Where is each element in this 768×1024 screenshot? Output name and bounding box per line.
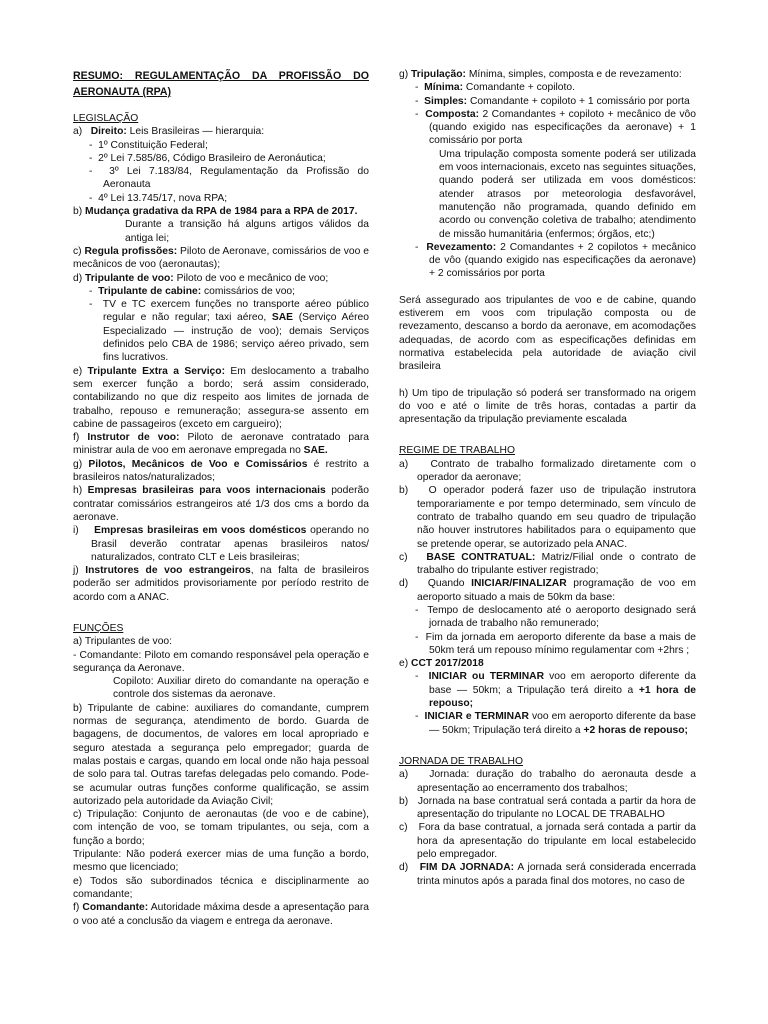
subitem-bold: SAE bbox=[271, 312, 294, 324]
tripulacao-item-h: h) Um tipo de tripulação só poderá ser transformado na origem do voo e até o limite de três horas, contadas a partir da apresentação da tripulação previamente escalada bbox=[399, 387, 696, 426]
item-prefix: d) bbox=[73, 272, 83, 284]
item-prefix: b) bbox=[399, 795, 409, 807]
legislacao-a-subitem: - 2º Lei 7.585/86, Código Brasileiro de Aeronáutica; bbox=[89, 152, 326, 164]
item-bold-label: Mudança gradativa da RPA de 1984 para a RPA de 2017. bbox=[85, 206, 358, 218]
tripulacao-revezamento: - Revezamento: 2 Comandantes + 2 copilotos + mecânico de vôo (quando exigido nas especificações da aeronave) + 2 comissários por porta bbox=[415, 241, 696, 280]
legislacao-item-c bbox=[73, 245, 369, 272]
regime-e-subitem: - INICIAR e TERMINAR voo em aeroporto diferente da base — 50km; Tripulação terá direito a +2 horas de repouso; bbox=[415, 711, 696, 736]
item-prefix: e) bbox=[73, 365, 83, 377]
subitem-bold: +2 horas de repouso; bbox=[583, 724, 688, 736]
subitem-text: 2º Lei 7.585/86, Código Brasileiro de Aeronáutica; bbox=[98, 152, 326, 164]
item-bold-label: BASE CONTRATUAL: bbox=[426, 551, 536, 563]
subitem-text: (Serviço Aéreo Especializado — instrução de voo); demais Serviços definidos pelo CBA de 1986; serviço aéreo privado, sem fins lucrativos. bbox=[103, 312, 369, 364]
item-prefix: g) bbox=[73, 458, 83, 470]
section-heading-regime: REGIME DE TRABALHO bbox=[399, 445, 515, 457]
item-text: A jornada será considerada encerrada trinta minutos após a parada final dos motores, no caso de bbox=[417, 862, 696, 887]
subitem-text: Comandante + copiloto + 1 comissário por porta bbox=[467, 95, 690, 107]
item-bold-label: Empresas brasileiras para voos internacionais bbox=[87, 485, 326, 497]
right-column bbox=[399, 68, 696, 888]
subitem-text: TV e TC exercem funções no transporte aéreo público regular e não regular; taxi aéreo, bbox=[102, 299, 369, 324]
item-bold-label: Direito: bbox=[90, 126, 127, 138]
item-prefix: e) bbox=[399, 658, 409, 670]
subitem-text: 3º Lei 7.183/84, Regulamentação da Profissão do Aeronauta bbox=[103, 166, 369, 191]
section-heading-jornada: JORNADA DE TRABALHO bbox=[399, 755, 523, 767]
subitem-bold: INICIAR ou TERMINAR bbox=[428, 671, 545, 683]
left-column bbox=[73, 68, 369, 928]
subitem-text: 2 Comandantes + copiloto + mecânico de vôo (quando exigido nas especificações da aeronave) + 1 comissário por porta bbox=[429, 108, 696, 147]
item-bold-label: Instrutores de voo estrangeiros bbox=[85, 565, 251, 577]
item-prefix: j) bbox=[73, 565, 79, 577]
funcoes-tripulante: Tripulante: Não poderá exercer mias de uma função a bordo, mesmo que licenciado; bbox=[73, 849, 369, 874]
regime-d-subitem: - Tempo de deslocamento até o aeroporto designado será jornada de trabalho não remunerado; bbox=[415, 604, 697, 630]
funcoes-item-f bbox=[73, 901, 369, 928]
jornada-item-b bbox=[399, 795, 696, 822]
item-text: Jornada: duração do trabalho do aeronauta desde a apresentação ao encerramento dos trabalhos; bbox=[417, 769, 696, 794]
subitem-text: Comandante + copiloto. bbox=[463, 82, 575, 94]
document-title-line-1: RESUMO: REGULAMENTAÇÃO DA PROFISSÃO DO bbox=[73, 70, 369, 82]
item-bold-label: Empresas brasileiras em voos domésticos bbox=[94, 525, 307, 537]
legislacao-d-subitem: - TV e TC exercem funções no transporte aéreo público regular e não regular; taxi aéreo, SAE (Serviço Aéreo Especializado — instrução de voo); demais Serviços definidos pelo CBA de 1986; serviço aéreo privado, sem fins lucrativos. bbox=[89, 299, 369, 364]
regime-item-a bbox=[399, 458, 696, 485]
funcoes-item-e: e) Todos são subordinados técnica e disciplinarmente ao comandante; bbox=[73, 875, 369, 900]
item-prefix: c) bbox=[399, 822, 408, 834]
jornada-item-d bbox=[399, 861, 696, 888]
item-text: Jornada na base contratual será contada a partir da hora de apresentação do tripulante no LOCAL DE TRABALHO bbox=[417, 795, 696, 821]
regime-item-e bbox=[399, 657, 696, 670]
item-prefix: h) bbox=[73, 485, 83, 497]
item-bold-label: Pilotos, Mecânicos de Voo e Comissários bbox=[88, 458, 308, 470]
item-text: Matriz/Filial onde o contrato de trabalho do tripulante estiver registrado; bbox=[417, 551, 696, 577]
item-prefix: a) bbox=[399, 458, 409, 470]
tripulacao-composta-note: Uma tripulação composta somente poderá ser utilizada em voos internacionais, exceto nas seguintes situações, quando poderá ser utilizada em voos domésticos: atender atrasos por meteorologia desfavorável, manutenção não programada, quando definido em acordo ou convenção coletiva de trabalho; atendimento de missão humanitária (enfermos; órgãos, etc;) bbox=[439, 148, 696, 240]
funcoes-item-b: b) Tripulante de cabine: auxiliares do comandante, cumprem normas de segurança, atendimento de bordo. Guarda de bagagens, de documentos, de valores em local apropriado e seguro atestada a segurança pelo empregador; guarda de malas postais e cargas, quando em local onde não haja pessoal de solo para tal. Outras tarefas delegadas pelo comando. Pode-se acumular outras funções conforme qualificação, se assim autorizado pela autoridade da Aviação Civil; bbox=[73, 702, 369, 807]
tripulacao-minima: - Mínima: Comandante + copiloto. bbox=[415, 82, 575, 94]
item-text: Em deslocamento a trabalho sem exercer função a bordo; será assim considerado, contabilizando no que diz respeito aos limites de jornada de trabalho, repouso e remuneração; assegura-se assento em cabine de passageiros (exceto em cargueiro); bbox=[73, 365, 369, 430]
subitem-bold: Simples: bbox=[424, 95, 468, 107]
legislacao-item-i bbox=[73, 524, 369, 564]
item-bold-label: Instrutor de voo: bbox=[87, 432, 180, 444]
subitem-text: voo em aeroporto diferente da base — 50km; a Tripulação terá direito a bbox=[429, 671, 696, 696]
item-text: Leis Brasileiras — hierarquia: bbox=[126, 126, 265, 138]
item-text: Contrato de trabalho formalizado diretamente com o operador da aeronave; bbox=[417, 458, 696, 484]
funcoes-item-a2: Copiloto: Auxiliar direto do comandante na operação e controle dos sistemas da aeronave. bbox=[113, 676, 369, 701]
item-prefix: a) bbox=[73, 126, 83, 138]
item-text: programação de voo em aeroporto situado a mais de 50km da base: bbox=[417, 578, 696, 603]
item-bold-label: Comandante: bbox=[82, 902, 149, 914]
item-prefix: d) bbox=[399, 862, 409, 874]
document-title-line-2: AERONAUTA (RPA) bbox=[73, 86, 172, 98]
item-text: operando no Brasil deverão contratar apenas brasileiros natos/ naturalizados, contrato CLT e Leis brasileiras; bbox=[91, 525, 369, 563]
item-bold-label: Tripulante de voo: bbox=[85, 272, 174, 284]
subitem-text: voo em aeroporto diferente da base — 50km; Tripulação terá direito a bbox=[429, 711, 696, 736]
subitem-text: 4º Lei 13.745/17, nova RPA; bbox=[98, 192, 228, 204]
subitem-bold: Mínima: bbox=[424, 82, 464, 94]
legislacao-item-d bbox=[73, 272, 369, 285]
item-bold-label: Tripulação: bbox=[411, 69, 466, 80]
subitem-text: 2 Comandantes + 2 copilotos + mecânico de vôo (quando exigido nas especificações da aeronave) + 2 comissários por porta bbox=[429, 241, 696, 280]
legislacao-a-subitem: - 1º Constituição Federal; bbox=[89, 139, 208, 151]
item-prefix: f) bbox=[73, 432, 80, 444]
item-text: Mínima, simples, composta e de revezamento: bbox=[465, 69, 682, 80]
jornada-item-c bbox=[399, 821, 696, 861]
item-prefix: i) bbox=[73, 525, 79, 537]
item-bold-label: Regula profissões: bbox=[84, 245, 178, 257]
subitem-text: Tempo de deslocamento até o aeroporto designado será jornada de trabalho não remunerado; bbox=[427, 604, 697, 630]
tripulacao-simples: - Simples: Comandante + copiloto + 1 comissário por porta bbox=[415, 95, 690, 107]
spacer bbox=[399, 281, 696, 294]
legislacao-item-h bbox=[73, 484, 369, 524]
item-text: Piloto de Aeronave, comissários de voo e mecânicos de voo (aeronautas); bbox=[73, 245, 369, 271]
tripulacao-composta: - Composta: 2 Comandantes + copiloto + mecânico de vôo (quando exigido nas especificações da aeronave) + 1 comissário por porta bbox=[415, 108, 696, 147]
subitem-text: comissários de voo; bbox=[201, 285, 296, 297]
item-text: , na falta de brasileiros poderão ser admitidos provisoriamente por período restrito de acordo com a ANAC. bbox=[73, 565, 369, 603]
legislacao-item-g bbox=[73, 458, 369, 485]
tripulacao-intro bbox=[399, 68, 696, 81]
item-bold-label: Tripulante Extra a Serviço: bbox=[87, 365, 225, 377]
item-bold-label: SAE. bbox=[303, 445, 328, 457]
subitem-bold: Revezamento: bbox=[426, 241, 497, 253]
item-prefix: g) bbox=[399, 69, 409, 80]
item-prefix: b) bbox=[73, 206, 83, 218]
subitem-bold: +1 hora de repouso; bbox=[429, 684, 696, 710]
item-prefix: b) bbox=[399, 485, 409, 497]
subitem-text: 1º Constituição Federal; bbox=[98, 139, 208, 151]
item-bold-label: CCT 2017/2018 bbox=[411, 658, 484, 670]
item-prefix: c) bbox=[399, 551, 408, 563]
item-text: Piloto de aeronave contratado para ministrar aula de voo em aeronave empregada no bbox=[73, 432, 369, 457]
regime-e-subitem: - INICIAR ou TERMINAR voo em aeroporto diferente da base — 50km; a Tripulação terá direito a +1 hora de repouso; bbox=[415, 671, 696, 710]
subitem-bold: Composta: bbox=[425, 108, 480, 120]
item-prefix: d) bbox=[399, 578, 409, 590]
legislacao-b-note: Durante a transição há alguns artigos válidos da antiga lei; bbox=[125, 219, 369, 244]
item-prefix: a) bbox=[399, 769, 409, 781]
regime-item-d bbox=[399, 577, 696, 604]
section-heading-funcoes: FUNÇÕES bbox=[73, 622, 124, 634]
item-text: poderão contratar comissários estrangeiros até 1/3 dos cms a bordo da aeronave. bbox=[73, 485, 369, 523]
legislacao-d-subitem: - Tripulante de cabine: comissários de voo; bbox=[89, 285, 296, 297]
legislacao-item-a bbox=[73, 125, 369, 138]
legislacao-a-subitem: - 4º Lei 13.745/17, nova RPA; bbox=[89, 192, 228, 204]
subitem-bold: Tripulante de cabine: bbox=[98, 285, 202, 297]
item-text: Fora da base contratual, a jornada será contada a partir da hora da apresentação do tripulante em local estabelecido pelo empregador. bbox=[417, 822, 696, 861]
funcoes-item-a: a) Tripulantes de voo: bbox=[73, 636, 173, 648]
regime-d-subitem: - Fim da jornada em aeroporto diferente da base a mais de 50km terá um repouso mínimo regulamentar com +2hrs ; bbox=[415, 631, 696, 656]
funcoes-item-c: c) Tripulação: Conjunto de aeronautas (de voo e de cabine), com intenção de voo, se tomam tripulantes, ou seja, com a função a bordo; bbox=[73, 809, 369, 847]
funcoes-item-a1: - Comandante: Piloto em comando responsável pela operação e segurança da Aeronave. bbox=[73, 649, 369, 674]
descanso-paragraph: Será assegurado aos tripulantes de voo e de cabine, quando estiverem em voos com tripulação composta ou de revezamento, descanso a bordo da aeronave, em acomodações adequadas, de acordo com as especificações definidas em normativa estabelecida pela autoridade de aviação civil brasileira bbox=[399, 294, 696, 373]
item-prefix: c) bbox=[73, 245, 82, 257]
item-text: é restrito a brasileiros natos/naturalizados; bbox=[73, 458, 369, 484]
regime-item-c bbox=[399, 551, 696, 578]
subitem-bold: INICIAR e TERMINAR bbox=[424, 711, 529, 723]
item-text: O operador poderá fazer uso de tripulação instrutora temporariamente e por tempo determinado, sem vínculo de contrato de trabalho quando em seu quadro de tripulação não houver instrutores habilitados para o equipamento que se pretende operar, se autorizado pela ANAC. bbox=[417, 485, 696, 550]
jornada-item-a bbox=[399, 768, 696, 795]
legislacao-item-f bbox=[73, 431, 369, 458]
spacer bbox=[399, 374, 696, 387]
item-bold-label: FIM DA JORNADA: bbox=[419, 862, 515, 874]
legislacao-item-b bbox=[73, 205, 369, 218]
legislacao-a-subitem: - 3º Lei 7.183/84, Regulamentação da Profissão do Aeronauta bbox=[89, 166, 369, 191]
subitem-text: Fim da jornada em aeroporto diferente da base a mais de 50km terá um repouso mínimo regulamentar com +2hrs ; bbox=[425, 631, 696, 656]
item-prefix: f) bbox=[73, 902, 80, 914]
regime-item-b bbox=[399, 484, 696, 550]
item-text: Piloto de voo e mecânico de voo; bbox=[173, 272, 329, 284]
legislacao-item-e bbox=[73, 365, 369, 431]
item-bold-label: INICIAR/FINALIZAR bbox=[471, 578, 567, 590]
item-text: Quando bbox=[427, 578, 472, 590]
section-heading-legislacao: LEGISLAÇÃO bbox=[73, 113, 139, 124]
legislacao-item-j bbox=[73, 564, 369, 604]
item-text: Autoridade máxima desde a apresentação para o voo até a conclusão da viagem e entrega da aeronave. bbox=[73, 902, 369, 927]
